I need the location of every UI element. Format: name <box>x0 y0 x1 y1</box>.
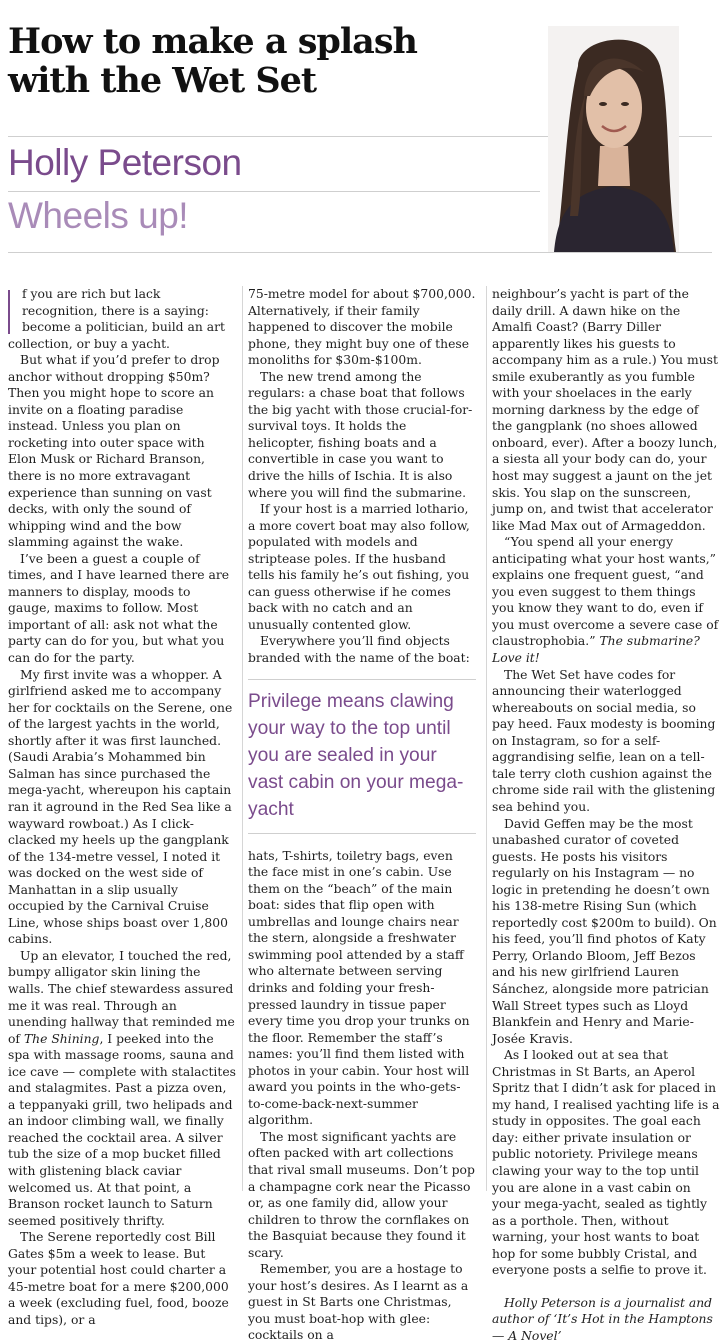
drop-cap-rule <box>8 290 10 334</box>
paragraph: As I looked out at sea that Christmas in St Barts, an Aperol Spritz that I didn’t ask for placed in my hand, I realised yachting life is a study in opposites. The goal each day: either private insulation or public notoriety. Privilege means clawing your way to the top until you are alone in a vast cabin on your mega-yacht, sealed as tightly as a porthole. Then, without warning, your host wants to boat hop for some bubbly Cristal, and everyone posts a selfie to prove it. <box>492 1048 720 1278</box>
paragraph-text: Up an elevator, I touched the red, bumpy alligator skin lining the walls. The chief stewardess assured me it was real. Through an unending hallway that reminded me of <box>8 948 235 1046</box>
paragraph: 75-metre model for about $700,000. Alternatively, if their family happened to discover the mobile phone, they might buy one of these monoliths for $30m-$100m. <box>248 287 476 368</box>
paragraph <box>8 286 236 352</box>
author-photo <box>548 26 679 252</box>
divider <box>8 191 540 192</box>
column-divider <box>486 286 487 1191</box>
author-byline: Holly Peterson <box>8 142 242 183</box>
paragraph: Remember, you are a hostage to your host’s desires. As I learnt as a guest in St Barts one Christmas, you must boat-hop with glee: cocktails on a <box>248 1262 469 1343</box>
paragraph: I’ve been a guest a couple of times, and I have learned there are manners to display, moods to gauge, maxims to follow. Most important of all: ask not what the party can do for you, but what you can do for the party. <box>8 551 230 666</box>
paragraph: hats, T-shirts, toiletry bags, even the face mist in one’s cabin. Use them on the “beach” of the main boat: sides that flip open with umbrellas and lounge chairs near the stern, alongside a freshwater swimming pool attended by a staff who alternate between serving drinks and folding your fresh-pressed laundry in tissue paper every time you drop your trunks on the floor. Remember the staff’s names: you’ll find them listed with photos in your cabin. Your host will award you points in the who-gets-to-come-back-next-summer algorithm. <box>248 848 470 1128</box>
paragraph-text: , I peeked into the spa with massage rooms, sauna and ice cave — complete with stalactites and stalagmites. Past a pizza oven, a teppanyaki grill, two helipads and an indoor climbing wall, we finally reached the cocktail area. A silver tub the size of a mop bucket filled with glistening black caviar welcomed us. At that point, a Branson rocket launch to Saturn seemed positively thrifty. <box>8 1031 236 1228</box>
paragraph <box>492 534 720 666</box>
paragraph: The most significant yachts are often packed with art collections that rival small museums. Don’t pop a champagne cork near the Picasso or, as one family did, allow your children to throw the cornflakes on the Basquiat because they found it scary. <box>248 1129 475 1260</box>
paragraph: David Geffen may be the most unabashed curator of coveted guests. He posts his visitors regularly on his Instagram — no logic in pretending he doesn’t own his 138-metre Rising Sun (which reportedly cost $200m to build). On his feed, you’ll find photos of Katy Perry, Orlando Bloom, Jeff Bezos and his new girlfriend Lauren Sánchez, alongside more patrician Wall Street types such as Lloyd Blankfein and Henry and Marie-Josée Kravis. <box>492 816 717 1046</box>
divider <box>8 252 712 253</box>
column-divider <box>242 286 243 1191</box>
paragraph: The Wet Set have codes for announcing their waterlogged whereabouts on social media, so pay heed. Faux modesty is booming on Instagram, so for a self-aggrandising selfie, lean on a tell-tale terry cloth cushion against the chrome side rail with the glistening sea behind you. <box>492 667 716 814</box>
column-3 <box>492 286 720 1344</box>
paragraph: The Serene reportedly cost Bill Gates $5m a week to lease. But your potential host could charter a 45-metre boat for a mere $200,000 a week (excluding fuel, food, booze and tips), or a <box>8 1230 229 1327</box>
paragraph: My first invite was a whopper. A girlfriend asked me to accompany her for cocktails on the Serene, one of the largest yachts in the world, shortly after it was first launched. (Saudi Arabia’s Mohammed bin Salman has since purchased the mega-yacht, whereupon his captain ran it aground in the Red Sea like a wayward rowboat.) As I click-clacked my heels up the gangplank of the 134-metre vessel, I noted it was docked on the west side of Manhattan in a slip usually occupied by the Carnival Cruise Line, whose ships boast over 1,800 cabins. <box>8 667 233 947</box>
article-body <box>8 286 720 1343</box>
paragraph: But what if you’d prefer to drop anchor without dropping $50m? Then you might hope to score an invite on a floating paradise instead. Unless you plan on rocketing into outer space with Elon Musk or Richard Branson, there is no more extravagant experience than sunning on vast decks, with only the sound of whipping wind and the bow slamming against the wake. <box>8 353 220 550</box>
paragraph-text: f you are rich but lack recognition, there is a saying: become a politician, build an art collection, or buy a yacht. <box>8 287 225 351</box>
headline-line-2: with the Wet Set <box>8 60 317 101</box>
paragraph: If your host is a married lothario, a more covert boat may also follow, populated with models and striptease poles. If the husband tells his family he’s out fishing, you can guess otherwise if he comes back with no catch and an unusually contented glow. <box>248 502 470 632</box>
paragraph: The new trend among the regulars: a chase boat that follows the big yacht with those crucial-for-survival toys. It holds the helicopter, fishing boats and a convertible in case you want to drive the hills of Ischia. It is also where you will find the submarine. <box>248 369 473 500</box>
column-2 <box>248 286 476 1344</box>
column-kicker: Wheels up! <box>8 195 189 236</box>
headline <box>8 22 528 100</box>
author-bio: Holly Peterson is a journalist and author of ‘It’s Hot in the Hamptons — A Novel’ <box>492 1295 713 1343</box>
author-portrait-image <box>548 26 679 252</box>
pull-quote: Privilege means clawing your way to the top until you are sealed in your vast cabin on your mega-yacht <box>248 679 476 834</box>
paragraph-text: “You spend all your energy anticipating what your host wants,” explains one frequent guest, “and you even suggest to them things you know they want to do, even if you must overcome a severe case of claustrophobia.” <box>492 535 719 649</box>
paragraph <box>8 948 236 1229</box>
headline-line-1: How to make a splash <box>8 21 418 62</box>
paragraph: Everywhere you’ll find objects branded with the name of the boat: <box>248 634 470 666</box>
book-title: The Shining <box>23 1031 100 1046</box>
column-1 <box>8 286 236 1328</box>
italic-aside: The submarine? Love it! <box>492 634 700 666</box>
paragraph: neighbour’s yacht is part of the daily drill. A dawn hike on the Amalfi Coast? (Barry Diller apparently likes his guests to accompany him as a rule.) You must smile exuberantly as you fumble with your shoelaces in the early morning darkness by the edge of the gangplank (no shoes allowed onboard, ever). After a boozy lunch, a siesta all your body can do, your host may suggest a jaunt on the jet skis. You slap on the sunscreen, jump on, and twist that accelerator like Mad Max out of Armageddon. <box>492 287 718 533</box>
